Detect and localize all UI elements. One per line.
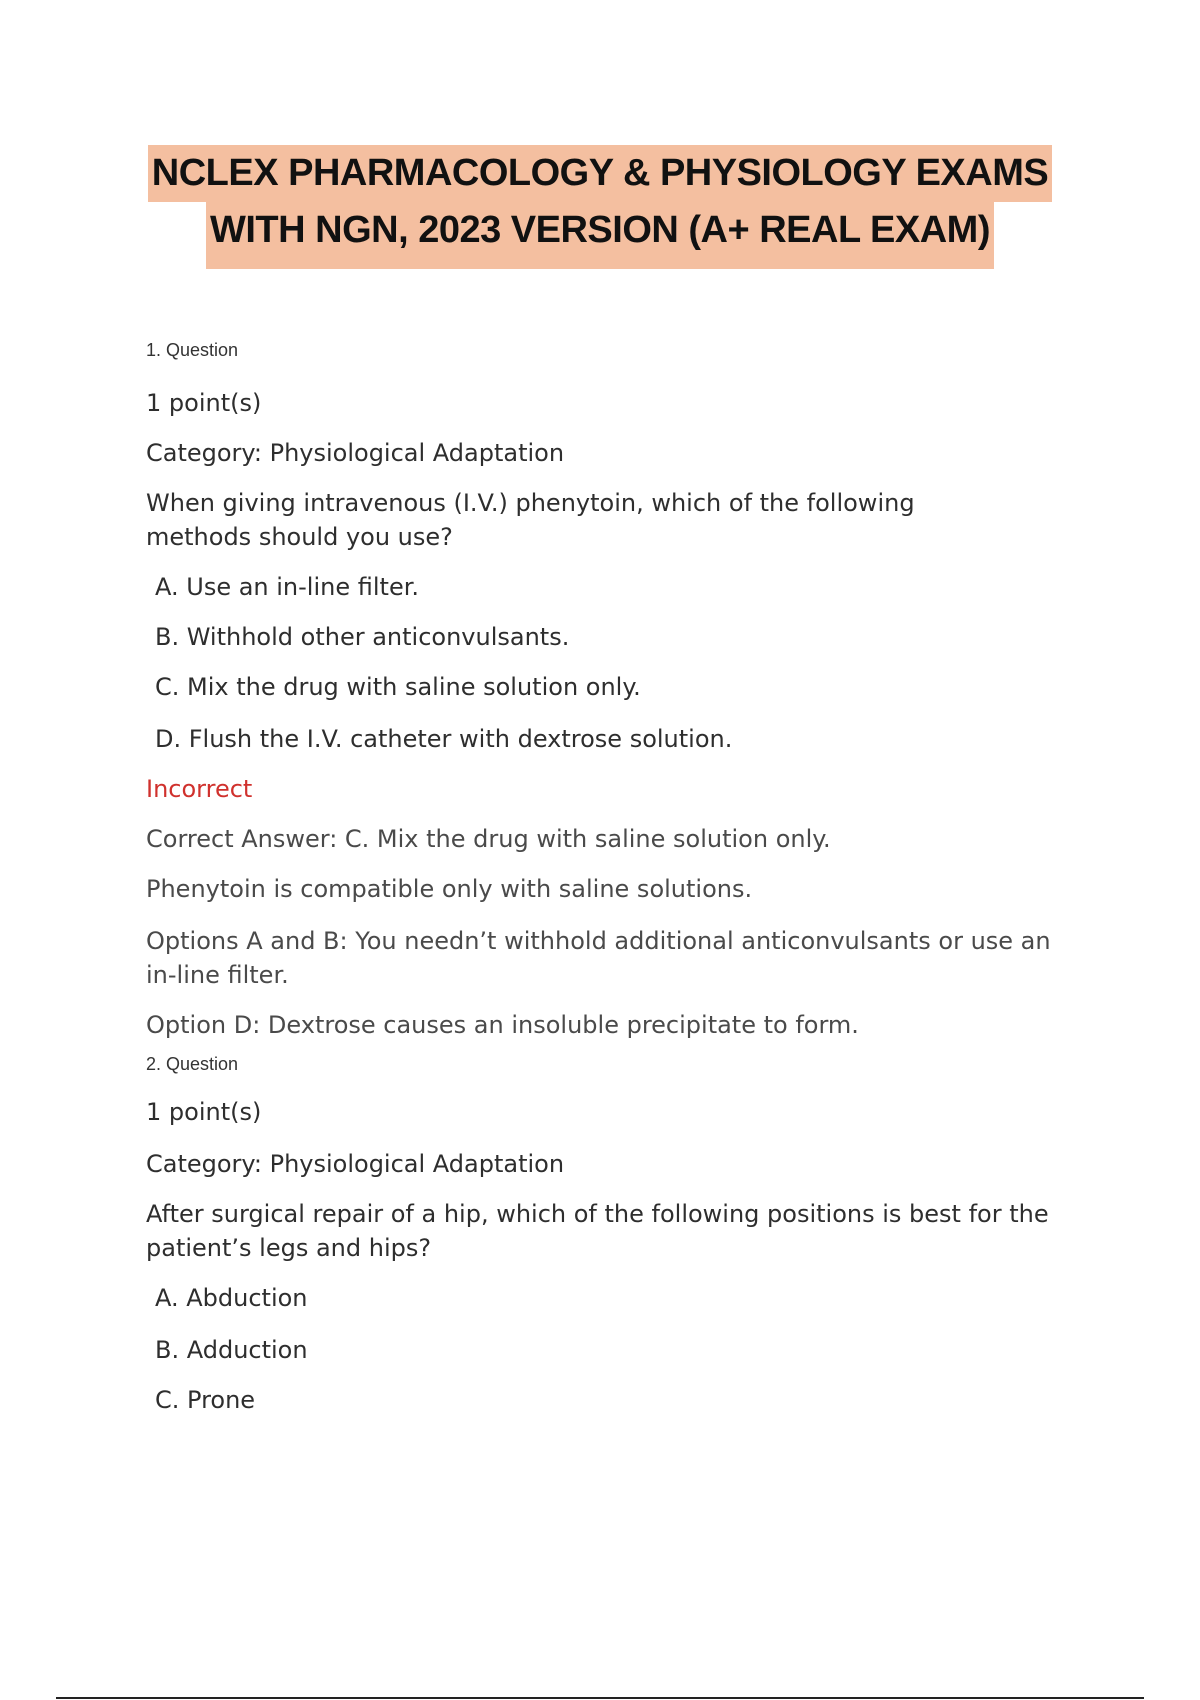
answer-option: B. Adduction [155, 1336, 308, 1364]
question-block [146, 1054, 1106, 1417]
title-line-1: NCLEX PHARMACOLOGY & PHYSIOLOGY EXAMS [148, 145, 1052, 202]
explanation: Phenytoin is compatible only with saline solutions. [146, 875, 753, 903]
result-status: Incorrect [146, 775, 253, 803]
question-category: Category: Physiological Adaptation [146, 1150, 565, 1178]
answer-option: D. Flush the I.V. catheter with dextrose solution. [155, 725, 733, 753]
explanation: Option D: Dextrose causes an insoluble precipitate to form. [146, 1011, 859, 1039]
answer-option: A. Use an in-line filter. [155, 573, 419, 601]
question-label: 1. Question [146, 340, 239, 360]
title-line-2: WITH NGN, 2023 VERSION (A+ REAL EXAM) [206, 202, 994, 269]
explanation: Options A and B: You needn’t withhold additional anticonvulsants or use an in-line filter. [146, 927, 1051, 989]
answer-option: A. Abduction [155, 1284, 308, 1312]
answer-option: C. Mix the drug with saline solution only. [155, 673, 641, 701]
correct-answer: Correct Answer: C. Mix the drug with saline solution only. [146, 825, 831, 853]
answer-option: B. Withhold other anticonvulsants. [155, 623, 570, 651]
question-label: 2. Question [146, 1054, 239, 1074]
footer-divider [56, 1697, 1144, 1699]
document-title [0, 145, 1200, 269]
question-points: 1 point(s) [146, 1098, 262, 1126]
question-list [146, 340, 1106, 1417]
question-category: Category: Physiological Adaptation [146, 439, 565, 467]
question-stem: When giving intravenous (I.V.) phenytoin, which of the following methods should you use? [146, 489, 915, 551]
question-points: 1 point(s) [146, 389, 262, 417]
question-block [146, 340, 1106, 1042]
question-stem: After surgical repair of a hip, which of the following positions is best for the patient’s legs and hips? [146, 1200, 1049, 1262]
answer-option: C. Prone [155, 1386, 256, 1414]
